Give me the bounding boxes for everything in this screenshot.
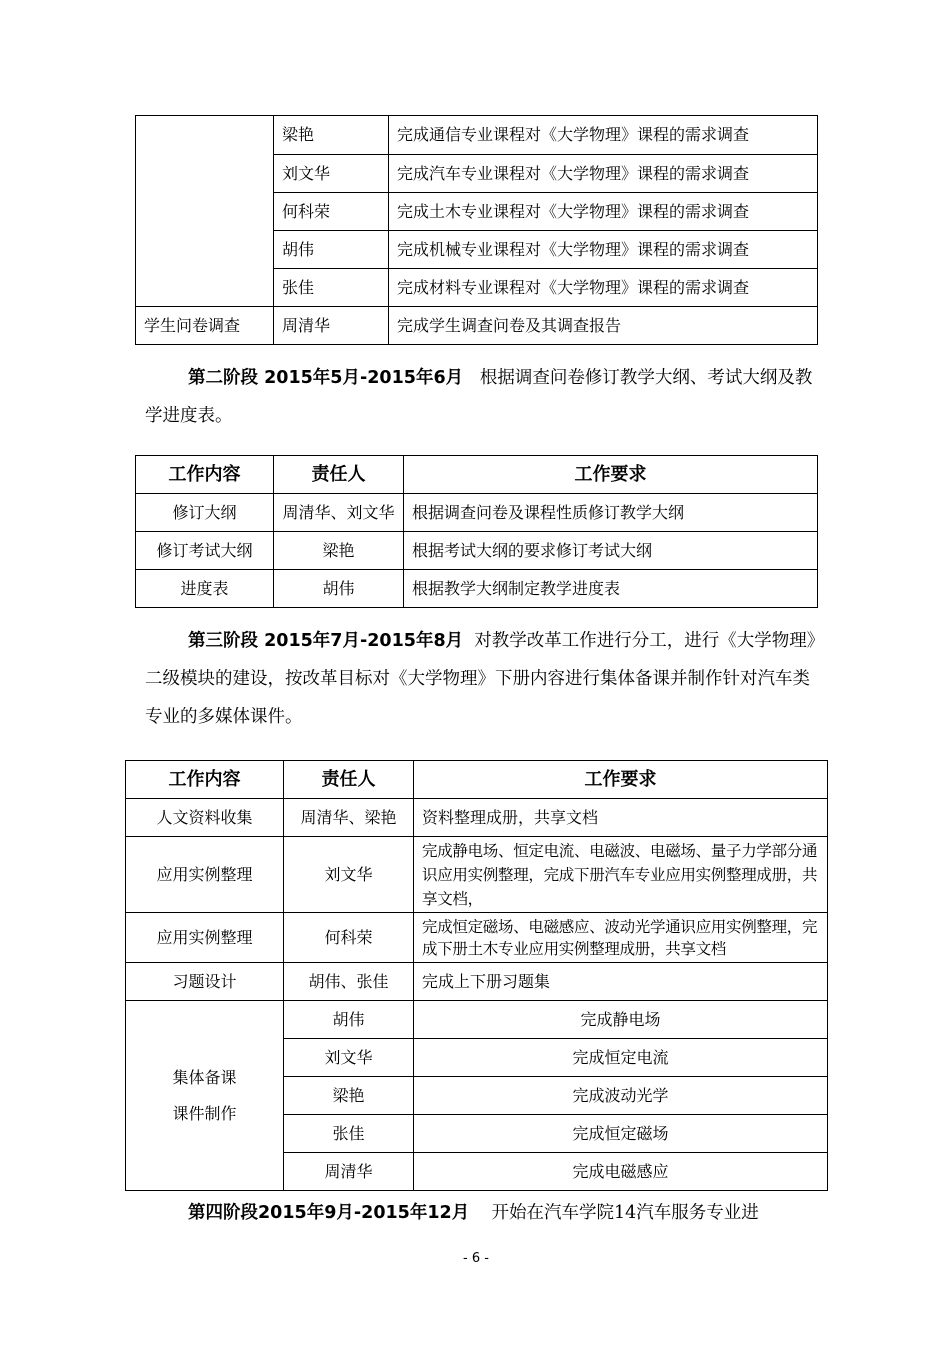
table-cell-requirement: 根据考试大纲的要求修订考试大纲 [404, 532, 818, 570]
table-cell-person: 胡伟 [274, 231, 389, 269]
page-number: - 6 - [463, 1251, 489, 1266]
header-content: 工作内容 [136, 456, 274, 494]
table-cell-person: 刘文华 [284, 837, 414, 913]
header-requirement: 工作要求 [414, 761, 828, 799]
table-cell-person: 刘文华 [284, 1039, 414, 1077]
table-cell-requirement: 资料整理成册，共享文档 [414, 799, 828, 837]
header-content: 工作内容 [126, 761, 284, 799]
table-cell-content: 修订考试大纲 [136, 532, 274, 570]
table-cell-requirement: 完成静电场、恒定电流、电磁波、电磁场、量子力学部分通识应用实例整理，完成下册汽车专业应用实例整理成册，共享文档， [414, 837, 828, 913]
table-cell-requirement: 完成恒定磁场、电磁感应、波动光学通识应用实例整理，完成下册土木专业应用实例整理成册，共享文档 [414, 913, 828, 963]
table-cell-person: 梁艳 [274, 532, 404, 570]
table-cell-person: 张佳 [284, 1115, 414, 1153]
tasks-table [125, 760, 828, 1191]
table-cell-content: 应用实例整理 [126, 913, 284, 963]
table-cell-person: 胡伟 [274, 570, 404, 608]
table-cell-person: 胡伟、张佳 [284, 963, 414, 1001]
table-cell-person: 刘文华 [274, 155, 389, 193]
stage3-text: 对教学改革工作进行分工，进行《大学物理》二级模块的建设，按改革目标对《大学物理》下册内容进行集体备课并制作针对汽车类专业的多媒体课件。 [145, 631, 825, 727]
revision-table [135, 455, 818, 608]
group-content-line2: 课件制作 [172, 1103, 237, 1123]
stage4-title: 第四阶段2015年9月-2015年12月 [188, 1203, 470, 1223]
table-cell-task: 完成汽车专业课程对《大学物理》课程的需求调查 [389, 155, 818, 193]
table-cell-person: 胡伟 [284, 1001, 414, 1039]
table-cell-task: 完成通信专业课程对《大学物理》课程的需求调查 [389, 116, 818, 155]
table-cell-person: 张佳 [274, 269, 389, 307]
table-cell-task: 完成材料专业课程对《大学物理》课程的需求调查 [389, 269, 818, 307]
stage3-paragraph [145, 622, 825, 736]
table-cell-task: 完成土木专业课程对《大学物理》课程的需求调查 [389, 193, 818, 231]
table-cell-group-content [126, 1001, 284, 1191]
table-cell-person: 周清华 [274, 307, 389, 345]
table-cell-requirement: 完成电磁感应 [414, 1153, 828, 1191]
table-cell-task: 完成学生调查问卷及其调查报告 [389, 307, 818, 345]
table-cell-person: 梁艳 [274, 116, 389, 155]
stage4-text: 开始在汽车学院14汽车服务专业进 [491, 1203, 759, 1223]
stage2-paragraph [145, 359, 825, 435]
table-cell-requirement: 完成上下册习题集 [414, 963, 828, 1001]
table-cell-requirement: 完成恒定磁场 [414, 1115, 828, 1153]
table-cell-requirement: 完成静电场 [414, 1001, 828, 1039]
table-cell-category: 学生问卷调查 [136, 307, 274, 345]
table-cell-content: 人文资料收集 [126, 799, 284, 837]
table-cell-empty [136, 116, 274, 307]
table-cell-person: 梁艳 [284, 1077, 414, 1115]
table-cell-task: 完成机械专业课程对《大学物理》课程的需求调查 [389, 231, 818, 269]
survey-table [135, 115, 818, 345]
table-cell-content: 进度表 [136, 570, 274, 608]
header-person: 责任人 [274, 456, 404, 494]
stage4-paragraph [145, 1194, 825, 1232]
table-cell-requirement: 完成波动光学 [414, 1077, 828, 1115]
stage2-text: 根据调查问卷修订教学大纲、考试大纲及教学进度表。 [145, 368, 813, 426]
stage3-title: 第三阶段 2015年7月-2015年8月 [188, 631, 464, 651]
table-cell-person: 周清华 [284, 1153, 414, 1191]
table-cell-requirement: 根据教学大纲制定教学进度表 [404, 570, 818, 608]
table-cell-person: 何科荣 [284, 913, 414, 963]
group-content-line1: 集体备课 [172, 1067, 237, 1087]
table-cell-content: 修订大纲 [136, 494, 274, 532]
header-person: 责任人 [284, 761, 414, 799]
table-cell-content: 应用实例整理 [126, 837, 284, 913]
stage2-title: 第二阶段 2015年5月-2015年6月 [188, 368, 464, 388]
table-cell-person: 何科荣 [274, 193, 389, 231]
table-cell-content: 习题设计 [126, 963, 284, 1001]
header-requirement: 工作要求 [404, 456, 818, 494]
table-cell-person: 周清华、刘文华 [274, 494, 404, 532]
table-cell-person: 周清华、梁艳 [284, 799, 414, 837]
table-cell-requirement: 完成恒定电流 [414, 1039, 828, 1077]
table-cell-requirement: 根据调查问卷及课程性质修订教学大纲 [404, 494, 818, 532]
